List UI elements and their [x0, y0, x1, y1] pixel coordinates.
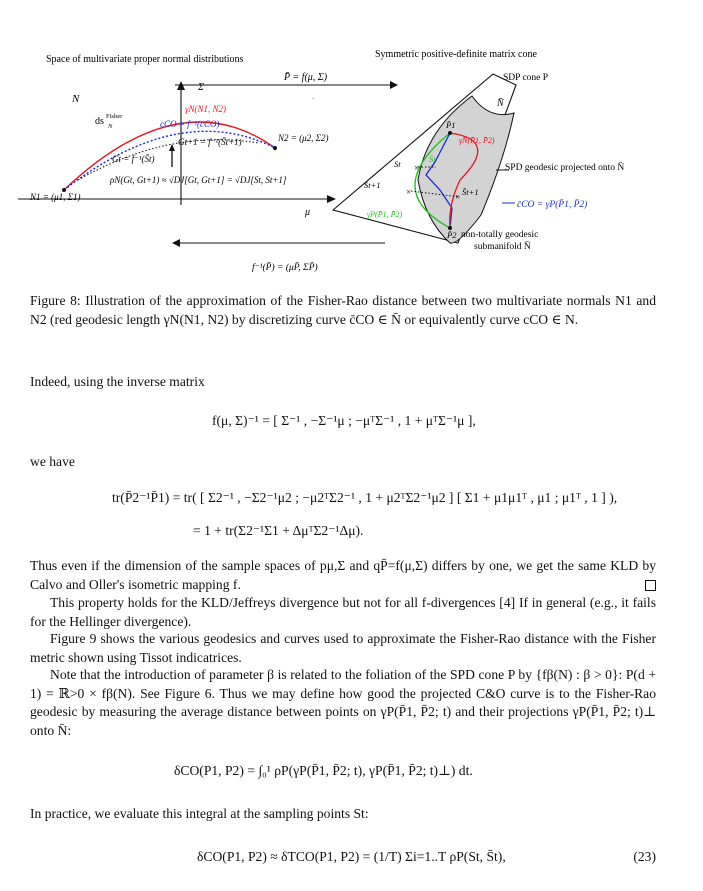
- label-nontotally-1: non-totally geodesic: [461, 230, 539, 240]
- paragraph-in-practice: In practice, we evaluate this integral at the sampling points St:: [30, 806, 369, 821]
- bottom-arrow-head: [172, 239, 180, 247]
- figure-svg: [0, 40, 703, 290]
- label-P1: P̄1: [446, 120, 456, 130]
- label-ds-sub: N: [108, 123, 113, 130]
- paragraph-property: This property holds for the KLD/Jeffreys divergence but not for all f-divergences [4] If in general (e.g., it fails for the Hellinger divergence).: [30, 595, 656, 629]
- label-mu: μ: [305, 207, 311, 218]
- paragraph-dimension-text: Thus even if the dimension of the sample spaces of pμ,Σ and qP̄=f(μ,Σ) differs by one, we get the same KLD by Calvo and Oller's isometric mapping f.: [30, 558, 656, 592]
- label-cco-bar: c̄CO = γP(P̄1, P̄2): [517, 200, 588, 210]
- label-Nbar: N̄: [497, 98, 504, 109]
- label-St: St: [394, 159, 401, 169]
- label-rho: ρN(Gt, Gt+1) ≈ √DJ[Gt, Gt+1] = √DJ[St, St+1]: [110, 175, 287, 185]
- label-N1: N1 = (μ1, Σ1): [30, 192, 81, 202]
- label-spd-proj: SPD geodesic projected onto N̄: [505, 163, 625, 173]
- label-pbar: P̄ = f(μ, Σ): [284, 72, 328, 83]
- equation-inverse: f(μ, Σ)⁻¹ = [ Σ⁻¹ , −Σ⁻¹μ ; −μᵀΣ⁻¹ , 1 + μᵀΣ⁻¹μ ],: [212, 413, 476, 428]
- equation-delta: δCO(P1, P2) = ∫₀¹ ρP(γP(P̄1, P̄2; t), γP(P̄1, P̄2; t)⊥) dt.: [174, 763, 473, 778]
- paragraph-figure9: Figure 9 shows the various geodesics and curves used to approximate the Fisher-Rao distance with the Fisher metric shown using Tissot indicatrices.: [30, 631, 656, 665]
- equation-trace-1: tr(P̄2⁻¹P̄1) = tr( [ Σ2⁻¹ , −Σ2⁻¹μ2 ; −μ2ᵀΣ2⁻¹ , 1 + μ2ᵀΣ2⁻¹μ2 ] [ Σ1 + μ1μ1ᵀ , μ1 ; μ1ᵀ , 1 ] ),: [112, 490, 618, 505]
- equation-number: (23): [633, 849, 656, 864]
- label-sdp-cone: SDP cone P: [503, 73, 549, 83]
- label-ds-sup: Fisher: [106, 113, 123, 120]
- label-nontotally-2: submanifold N̄: [474, 242, 531, 252]
- label-St1-bar: S̄t+1: [462, 187, 479, 197]
- label-St1: St+1: [364, 180, 381, 190]
- equation-sum: δCO(P1, P2) ≈ δTCO(P1, P2) = (1/T) Σi=1..T ρP(St, S̄t),: [197, 849, 506, 864]
- label-St-bar: S̄t: [429, 154, 436, 164]
- paragraph-we-have: we have: [30, 454, 75, 469]
- equation-trace-2: = 1 + tr(Σ2⁻¹Σ1 + ΔμᵀΣ2⁻¹Δμ).: [193, 523, 364, 538]
- right-title: Symmetric positive-definite matrix cone: [375, 49, 537, 60]
- left-title: Space of multivariate proper normal distributions: [46, 54, 244, 65]
- x-mark-2: ×: [406, 187, 412, 197]
- qed-box: [645, 580, 656, 591]
- label-ds: ds: [95, 116, 104, 127]
- x-mark-1: ×: [414, 163, 420, 173]
- label-sigma: Σ: [198, 82, 204, 93]
- label-gammaNbar: γN̄(P̄1, P̄2): [459, 136, 495, 145]
- figure-8: [0, 40, 703, 290]
- label-N2: N2 = (μ2, Σ2): [278, 133, 329, 143]
- label-gammaP: γP(P̄1, P̄2): [367, 210, 403, 219]
- paragraph-dimension: [30, 557, 656, 594]
- figure-caption: Figure 8: Illustration of the approximation of the Fisher-Rao distance between two multivariate normals N1 and N2 (red geodesic length γN(N1, N2) by discretizing curve c̄CO ∈ N̄ or equivalently curve cCO ∈ N.: [30, 293, 656, 327]
- paragraph-inverse-intro: Indeed, using the inverse matrix: [30, 374, 205, 389]
- mu-axis-head: [327, 195, 336, 203]
- label-gammaN: γN(N1, N2): [185, 104, 227, 114]
- label-finv: f⁻¹(P̄) = (μP̄, ΣP̄): [252, 263, 318, 273]
- label-cco: cCO = f⁻¹(c̄CO): [160, 119, 220, 129]
- label-N: N: [72, 93, 80, 105]
- top-arrow-head: [390, 81, 398, 89]
- label-P2: P̄2: [447, 230, 457, 240]
- x-mark-3: ×: [455, 192, 461, 202]
- paragraph-foliation: Note that the introduction of parameter β is related to the foliation of the SPD cone P by {fβ(N) : β > 0}: P(d + 1) = ℝ>0 × fβ(N). See Figure 6. Thus we may define how good the projected C&O curve is to the Fisher-Rao geodesic by measuring the average distance between points on γP(P̄1, P̄2; t) and their projections γP(P̄1, P̄2; t)⊥ onto N̄:: [30, 667, 656, 738]
- label-Gt1: Gt+1 = f⁻¹(S̄t+1): [178, 137, 242, 147]
- label-Gt: Gt = f⁻¹(S̄t): [112, 154, 155, 164]
